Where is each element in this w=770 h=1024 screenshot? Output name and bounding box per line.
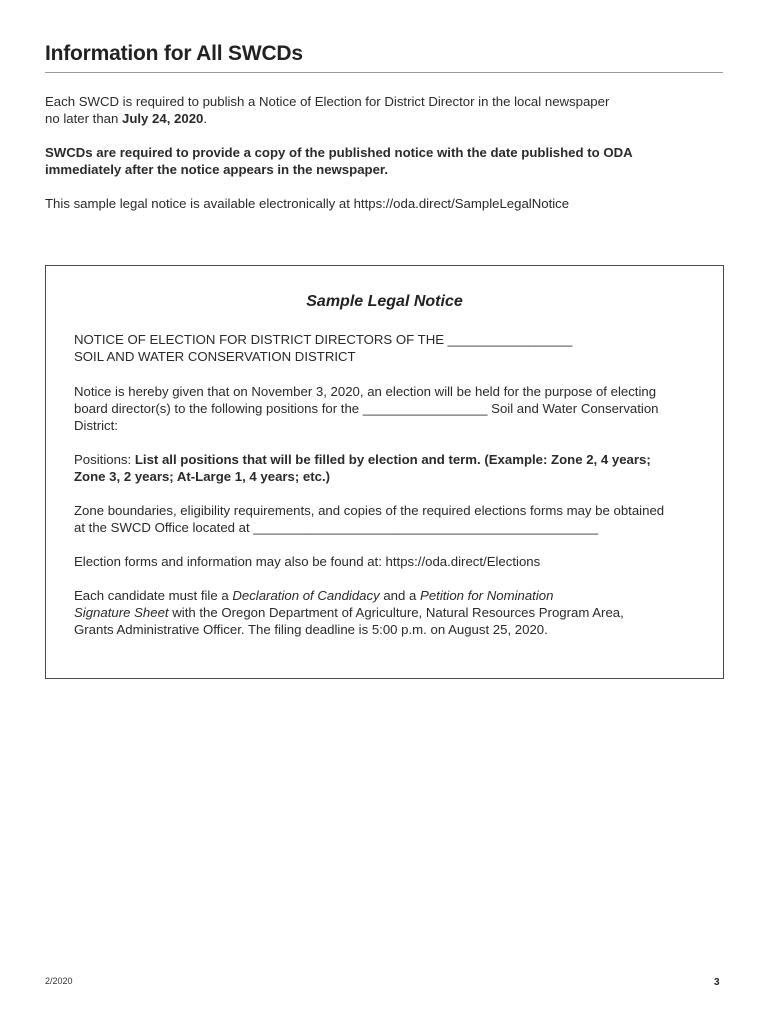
candidate-text-c: and a <box>379 588 421 603</box>
notice-positions-paragraph <box>74 451 704 485</box>
intro-p1-line2 <box>45 110 725 127</box>
candidate-text-e: with the Oregon Department of Agriculture, Natural Resources Program Area, <box>168 605 624 620</box>
notice-given-line2: board director(s) to the following positions for the _________________ Soil and Water Conservation <box>74 401 659 416</box>
notice-positions-line1 <box>74 451 704 468</box>
notice-given-line1: Notice is hereby given that on November 3, 2020, an election will be held for the purpose of electing <box>74 384 657 399</box>
notice-title <box>74 331 704 365</box>
notice-candidate-paragraph <box>74 587 704 638</box>
intro-availability: This sample legal notice is available electronically at https://oda.direct/SampleLegalNotice <box>45 196 570 211</box>
page-title: Information for All SWCDs <box>45 42 303 65</box>
intro-p1-prefix: no later than <box>45 111 122 126</box>
intro-p1-suffix: . <box>203 111 208 126</box>
notice-candidate-line1 <box>74 587 704 604</box>
signature-sheet: Signature Sheet <box>74 605 169 620</box>
title-divider <box>45 72 723 73</box>
notice-zone-line2: at the SWCD Office located at _______________________________________________ <box>74 520 599 535</box>
notice-zone-paragraph <box>74 502 704 536</box>
petition-for-nomination: Petition for Nomination <box>420 588 554 603</box>
notice-given-line3: District: <box>74 418 118 433</box>
notice-title-line2: SOIL AND WATER CONSERVATION DISTRICT <box>74 349 356 364</box>
publish-deadline: July 24, 2020 <box>121 111 204 126</box>
notice-given-paragraph <box>74 383 704 434</box>
notice-positions-line2 <box>74 468 704 485</box>
notice-candidate-line3: Grants Administrative Officer. The filing deadline is 5:00 p.m. on August 25, 2020. <box>74 622 548 637</box>
intro-p1-line1: Each SWCD is required to publish a Notice of Election for District Director in the local newspaper <box>45 94 610 109</box>
footer-date: 2/2020 <box>45 976 73 986</box>
intro-copy-requirement <box>45 144 725 178</box>
declaration-of-candidacy: Declaration of Candidacy <box>232 588 380 603</box>
notice-candidate-line2 <box>74 604 704 621</box>
intro-publish-requirement <box>45 93 725 127</box>
intro-p2-line2: immediately after the notice appears in the newspaper. <box>45 162 388 177</box>
positions-instruction: List all positions that will be filled by election and term. (Example: Zone 2, 4 years; <box>134 452 651 467</box>
positions-example: Zone 3, 2 years; At-Large 1, 4 years; etc.) <box>74 469 331 484</box>
positions-label: Positions: <box>74 452 135 467</box>
notice-forms-paragraph: Election forms and information may also be found at: https://oda.direct/Elections <box>74 554 541 569</box>
notice-heading: Sample Legal Notice <box>306 293 463 310</box>
intro-p2-line1: SWCDs are required to provide a copy of the published notice with the date published to ODA <box>45 145 633 160</box>
notice-title-line1: NOTICE OF ELECTION FOR DISTRICT DIRECTORS OF THE _________________ <box>74 332 573 347</box>
candidate-text-a: Each candidate must file a <box>74 588 233 603</box>
notice-zone-line1: Zone boundaries, eligibility requirements, and copies of the required elections forms may be obtained <box>74 503 665 518</box>
sample-notice-box <box>45 265 724 679</box>
page-number: 3 <box>714 977 720 988</box>
